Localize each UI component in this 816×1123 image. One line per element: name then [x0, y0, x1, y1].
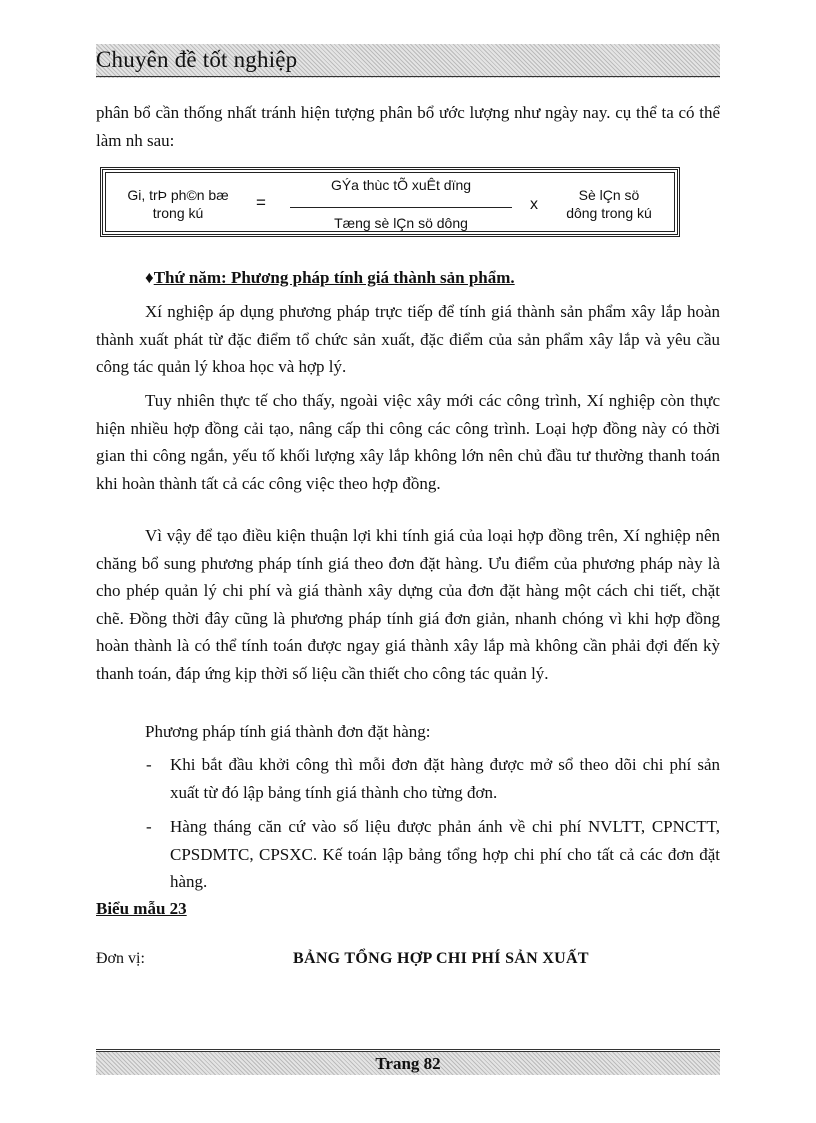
formula-right-line1: Sè lÇn sö — [578, 187, 640, 203]
table-title: BẢNG TỔNG HỢP CHI PHÍ SẢN XUẤT — [293, 950, 589, 967]
formula-box — [100, 167, 680, 237]
formula-denominator: Tæng sè lÇn sö dông — [334, 215, 468, 231]
header-rule — [96, 76, 720, 77]
unit-label: Đơn vị: — [96, 950, 145, 967]
body-paragraph-2: Tuy nhiên thực tế cho thấy, ngoài việc xây mới các công trình, Xí nghiệp còn thực hiện nhiều hợp đồng cải tạo, nâng cấp thi công các công trình. Loại hợp đồng này có thời gian thi công ngắn, yếu tố khối lượng xây lắp không lớn nên chủ đầu tư thường thanh toán khi hoàn thành tất cả các công việc theo hợp đồng. — [96, 391, 720, 493]
list-dash: - — [146, 817, 152, 836]
section-heading-text: Thứ năm: Phương pháp tính giá thành sản phẩm. — [153, 268, 515, 287]
formula-left-line2: trong kú — [152, 205, 204, 221]
formula-equals: = — [256, 193, 266, 212]
formula-numerator: GÝa thùc tÕ xuÊt dïng — [330, 177, 472, 193]
formula-right-line2: dông trong kú — [566, 205, 652, 221]
list-dash: - — [146, 755, 152, 774]
body-paragraph-1: Xí nghiệp áp dụng phương pháp trực tiếp để tính giá thành sản phẩm xây lắp hoàn thành xuất phát từ đặc điểm tổ chức sản xuất, đặc điểm của sản phẩm xây lắp và yêu cầu công tác quản lý khoa học và hợp lý. — [96, 302, 720, 376]
formula-right-term — [549, 186, 669, 222]
list-item-text: Khi bắt đầu khởi công thì mỗi đơn đặt hàng được mở sổ theo dõi chi phí sản xuất từ đó lập bảng tính giá thành cho từng đơn. — [170, 755, 720, 802]
page-number: Trang 82 — [375, 1054, 441, 1073]
form-label: Biểu mẫu 23 — [96, 899, 187, 918]
formula-left-line1: Gi, trÞ ph©n bæ — [127, 187, 229, 203]
section-heading — [145, 268, 515, 288]
formula-fraction-bar — [290, 207, 512, 208]
formula-times: x — [530, 196, 538, 213]
list-item-text: Hàng tháng căn cứ vào số liệu được phản ánh về chi phí NVLTT, CPNCTT, CPSDMTC, CPSXC. Kế toán lập bảng tổng hợp chi phí cho tất cả các đơn đặt hàng. — [170, 817, 720, 891]
list-item — [96, 751, 720, 806]
body-paragraph-3: Vì vậy để tạo điều kiện thuận lợi khi tính giá của loại hợp đồng trên, Xí nghiệp nên chăng bổ sung phương pháp tính giá theo đơn đặt hàng. Ưu điểm của phương pháp này là cho phép quản lý chi phí và giá thành xây dựng của đơn đặt hàng một cách chi tiết, chặt chẽ. Đồng thời đây cũng là phương pháp tính giá đơn giản, nhanh chóng vì khi hợp đồng hoàn thành là có thể tính toán được ngay giá thành xây lắp mà không cần phải đợi đến kỳ thanh toán, đáp ứng kịp thời số liệu cần thiết cho công tác quản lý. — [96, 526, 720, 683]
diamond-bullet-icon: ♦ — [145, 268, 154, 287]
body-paragraph-4: Phương pháp tính giá thành đơn đặt hàng: — [145, 722, 431, 741]
formula-left-term — [113, 186, 243, 222]
page-header-title: Chuyên đề tốt nghiệp — [96, 47, 298, 72]
footer-rule — [96, 1049, 720, 1052]
intro-paragraph: phân bổ cần thống nhất tránh hiện tượng phân bổ ước lượng như ngày nay. cụ thể ta có thể làm nh sau: — [96, 103, 720, 150]
list-item — [96, 813, 720, 896]
